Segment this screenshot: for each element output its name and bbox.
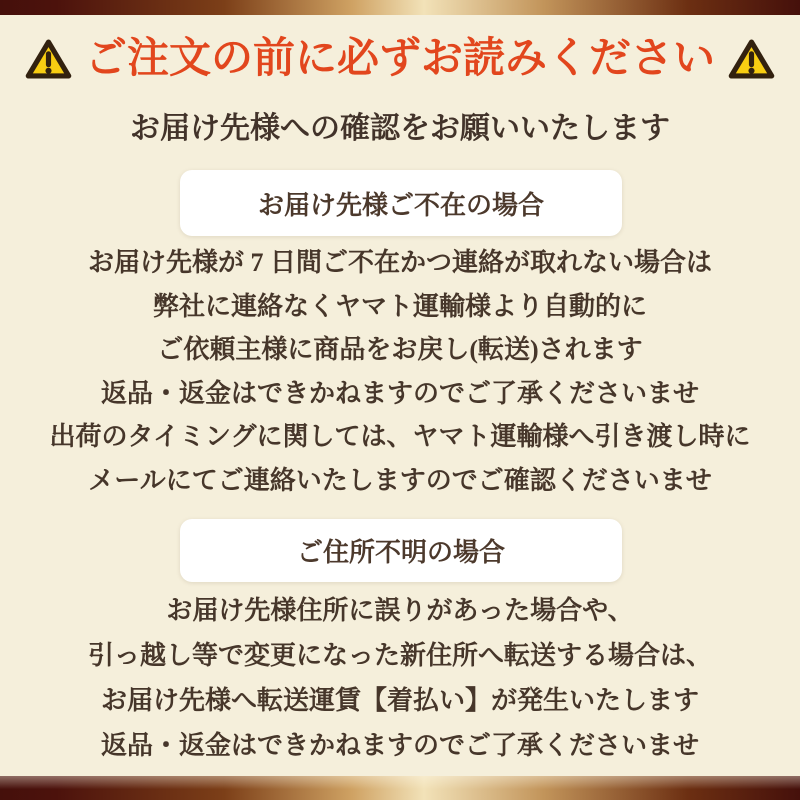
body-line: 返品・返金はできかねますのでご了承くださいませ xyxy=(100,378,699,408)
section-body-absent xyxy=(0,241,800,502)
body-line: お届け先様住所に誤りがあった場合や、 xyxy=(166,596,634,625)
body-line: 出荷のタイミングに関しては、ヤマト運輸様へ引き渡し時に xyxy=(49,422,751,451)
section-card-unknown-address xyxy=(180,519,622,582)
bottom-gradient-bar xyxy=(0,776,800,800)
body-line: 弊社に連絡なくヤマト運輸様より自動的に xyxy=(152,291,647,321)
body-line: 返品・返金はできかねますのでご了承くださいませ xyxy=(100,731,699,760)
section-heading: ご住所不明の場合 xyxy=(296,538,505,567)
body-line: ご依頼主様に商品をお戻し(転送)されます xyxy=(157,335,643,364)
body-line: お届け先様へ転送運賃【着払い】が発生いたします xyxy=(100,686,699,715)
section-heading: お届け先様ご不在の場合 xyxy=(257,190,544,220)
top-gradient-bar xyxy=(0,0,800,15)
warning-triangle-icon xyxy=(25,37,72,81)
body-line: メールにてご連絡いたしますのでご確認くださいませ xyxy=(88,465,712,495)
page-subtitle: お届け先様への確認をお願いいたします xyxy=(130,112,670,145)
title-row xyxy=(0,34,800,84)
body-line: 引っ越し等で変更になった新住所へ転送する場合は、 xyxy=(87,641,712,670)
page-title: ご注文の前に必ずお読みください xyxy=(84,36,715,82)
section-card-absent xyxy=(180,170,622,236)
warning-triangle-icon xyxy=(728,37,775,81)
section-body-unknown-address xyxy=(0,588,800,768)
body-line: お届け先様が 7 日間ご不在かつ連絡が取れない場合は xyxy=(87,248,712,277)
